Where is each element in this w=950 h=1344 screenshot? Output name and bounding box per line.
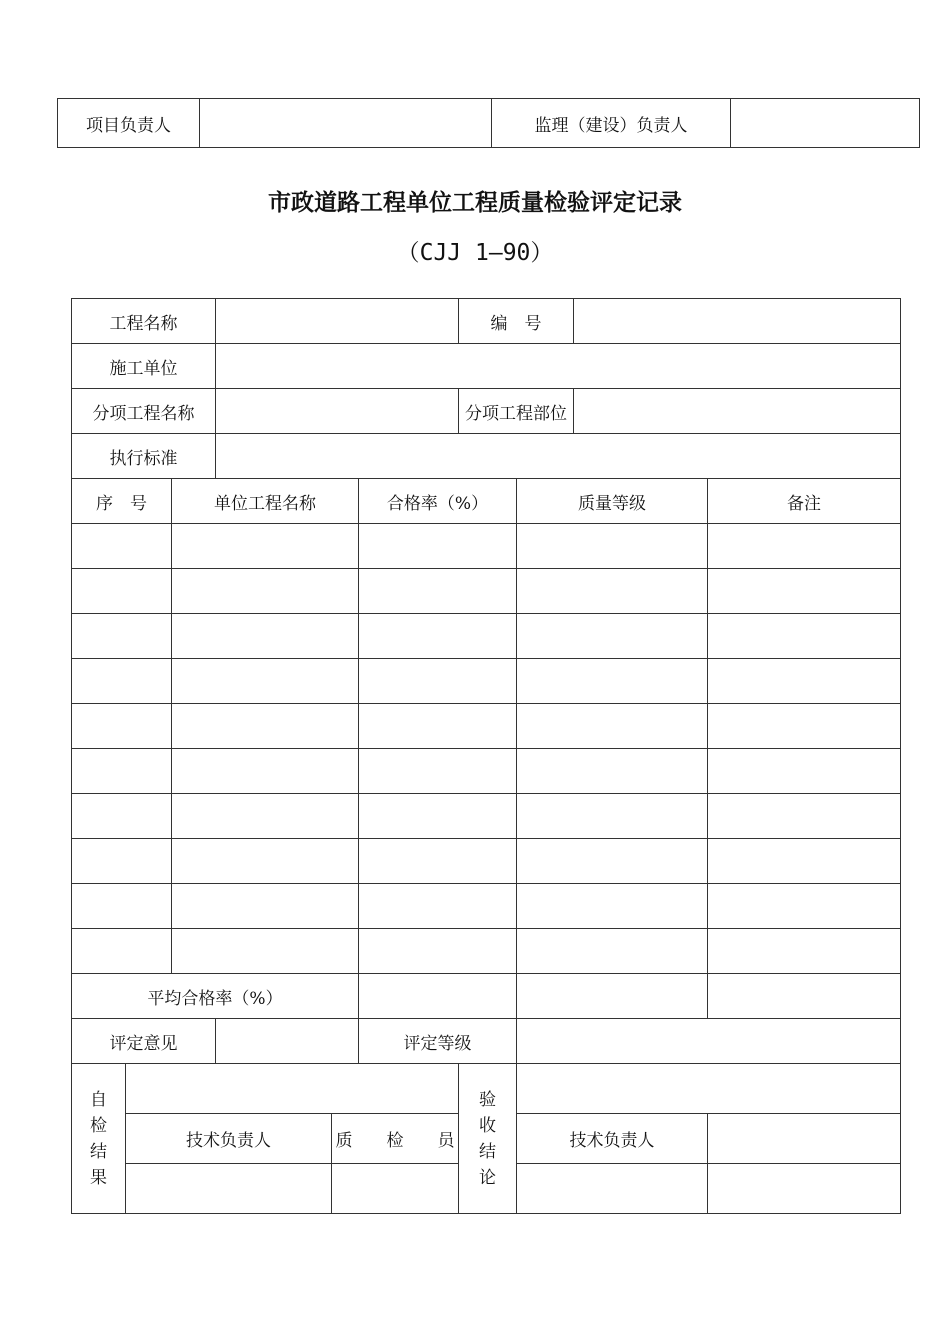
row-cell[interactable] bbox=[172, 929, 359, 974]
row-cell[interactable] bbox=[517, 704, 708, 749]
inspector-label: 质 检 员 bbox=[332, 1114, 459, 1164]
column-header: 单位工程名称 bbox=[172, 479, 359, 524]
standard-field[interactable] bbox=[216, 434, 901, 479]
acceptance-conclusion-field[interactable] bbox=[517, 1064, 901, 1114]
construction-unit-label: 施工单位 bbox=[72, 344, 216, 389]
column-header: 合格率（%） bbox=[359, 479, 517, 524]
row-cell[interactable] bbox=[359, 749, 517, 794]
row-cell[interactable] bbox=[72, 659, 172, 704]
row-cell[interactable] bbox=[172, 659, 359, 704]
row-cell[interactable] bbox=[359, 929, 517, 974]
inspector-signature[interactable] bbox=[332, 1164, 459, 1214]
row-cell[interactable] bbox=[172, 794, 359, 839]
row-cell[interactable] bbox=[72, 614, 172, 659]
row-cell[interactable] bbox=[359, 839, 517, 884]
avg-remark-field[interactable] bbox=[708, 974, 901, 1019]
opinion-field[interactable] bbox=[216, 1019, 359, 1064]
column-header: 备注 bbox=[708, 479, 901, 524]
acceptance-tech-lead-label: 技术负责人 bbox=[517, 1114, 708, 1164]
row-cell[interactable] bbox=[708, 839, 901, 884]
avg-pass-rate-field[interactable] bbox=[359, 974, 517, 1019]
table-row bbox=[72, 659, 901, 704]
standard-code: （CJJ 1—90） bbox=[396, 240, 554, 266]
row-cell[interactable] bbox=[172, 704, 359, 749]
row-cell[interactable] bbox=[517, 839, 708, 884]
acceptance-signature-field-2[interactable] bbox=[708, 1164, 901, 1214]
row-cell[interactable] bbox=[708, 749, 901, 794]
page-title: 市政道路工程单位工程质量检验评定记录 bbox=[268, 189, 682, 216]
subitem-name-field[interactable] bbox=[216, 389, 459, 434]
table-row bbox=[72, 839, 901, 884]
table-row bbox=[72, 794, 901, 839]
column-header: 质量等级 bbox=[517, 479, 708, 524]
row-cell[interactable] bbox=[708, 659, 901, 704]
table-row bbox=[72, 524, 901, 569]
project-name-label: 工程名称 bbox=[72, 299, 216, 344]
table-row bbox=[72, 884, 901, 929]
self-check-tech-lead-signature[interactable] bbox=[126, 1164, 332, 1214]
row-cell[interactable] bbox=[359, 524, 517, 569]
row-cell[interactable] bbox=[517, 614, 708, 659]
grade-field[interactable] bbox=[517, 1019, 901, 1064]
acceptance-signature-field[interactable] bbox=[517, 1164, 708, 1214]
construction-unit-field[interactable] bbox=[216, 344, 901, 389]
project-manager-field[interactable] bbox=[200, 99, 492, 148]
row-cell[interactable] bbox=[72, 884, 172, 929]
row-cell[interactable] bbox=[517, 884, 708, 929]
row-cell[interactable] bbox=[359, 659, 517, 704]
row-cell[interactable] bbox=[517, 659, 708, 704]
row-cell[interactable] bbox=[172, 749, 359, 794]
opinion-label: 评定意见 bbox=[72, 1019, 216, 1064]
row-cell[interactable] bbox=[708, 884, 901, 929]
row-cell[interactable] bbox=[708, 569, 901, 614]
row-cell[interactable] bbox=[359, 614, 517, 659]
acceptance-tech-lead-signature[interactable] bbox=[708, 1114, 901, 1164]
row-cell[interactable] bbox=[72, 569, 172, 614]
avg-grade-field[interactable] bbox=[517, 974, 708, 1019]
standard-label: 执行标准 bbox=[72, 434, 216, 479]
row-cell[interactable] bbox=[517, 569, 708, 614]
row-cell[interactable] bbox=[359, 884, 517, 929]
table-row bbox=[72, 614, 901, 659]
avg-pass-rate-label: 平均合格率（%） bbox=[72, 974, 359, 1019]
row-cell[interactable] bbox=[72, 524, 172, 569]
row-cell[interactable] bbox=[72, 794, 172, 839]
row-cell[interactable] bbox=[172, 884, 359, 929]
row-cell[interactable] bbox=[517, 929, 708, 974]
signature-header-table bbox=[57, 98, 920, 148]
row-cell[interactable] bbox=[172, 569, 359, 614]
row-cell[interactable] bbox=[72, 839, 172, 884]
grade-label: 评定等级 bbox=[359, 1019, 517, 1064]
table-row bbox=[72, 704, 901, 749]
column-header: 序 号 bbox=[72, 479, 172, 524]
self-check-result-field[interactable] bbox=[126, 1064, 459, 1114]
acceptance-label: 验 收 结 论 bbox=[459, 1064, 517, 1214]
subitem-part-field[interactable] bbox=[574, 389, 901, 434]
row-cell[interactable] bbox=[72, 704, 172, 749]
row-cell[interactable] bbox=[517, 794, 708, 839]
table-row bbox=[72, 929, 901, 974]
row-cell[interactable] bbox=[708, 794, 901, 839]
row-cell[interactable] bbox=[708, 524, 901, 569]
row-cell[interactable] bbox=[72, 749, 172, 794]
subitem-part-label: 分项工程部位 bbox=[459, 389, 574, 434]
row-cell[interactable] bbox=[517, 524, 708, 569]
row-cell[interactable] bbox=[517, 749, 708, 794]
project-name-field[interactable] bbox=[216, 299, 459, 344]
row-cell[interactable] bbox=[359, 569, 517, 614]
supervisor-field[interactable] bbox=[731, 99, 920, 148]
self-check-label: 自 检 结 果 bbox=[72, 1064, 126, 1214]
row-cell[interactable] bbox=[359, 704, 517, 749]
row-cell[interactable] bbox=[72, 929, 172, 974]
row-cell[interactable] bbox=[708, 614, 901, 659]
row-cell[interactable] bbox=[172, 614, 359, 659]
row-cell[interactable] bbox=[359, 794, 517, 839]
row-cell[interactable] bbox=[172, 524, 359, 569]
project-manager-label: 项目负责人 bbox=[58, 99, 200, 148]
quality-record-table bbox=[71, 298, 901, 1214]
number-label: 编 号 bbox=[459, 299, 574, 344]
supervisor-label: 监理（建设）负责人 bbox=[492, 99, 731, 148]
subitem-name-label: 分项工程名称 bbox=[72, 389, 216, 434]
number-field[interactable] bbox=[574, 299, 901, 344]
row-cell[interactable] bbox=[172, 839, 359, 884]
row-cell[interactable] bbox=[708, 704, 901, 749]
table-row bbox=[72, 569, 901, 614]
self-check-tech-lead-label: 技术负责人 bbox=[126, 1114, 332, 1164]
table-row bbox=[72, 749, 901, 794]
row-cell[interactable] bbox=[708, 929, 901, 974]
